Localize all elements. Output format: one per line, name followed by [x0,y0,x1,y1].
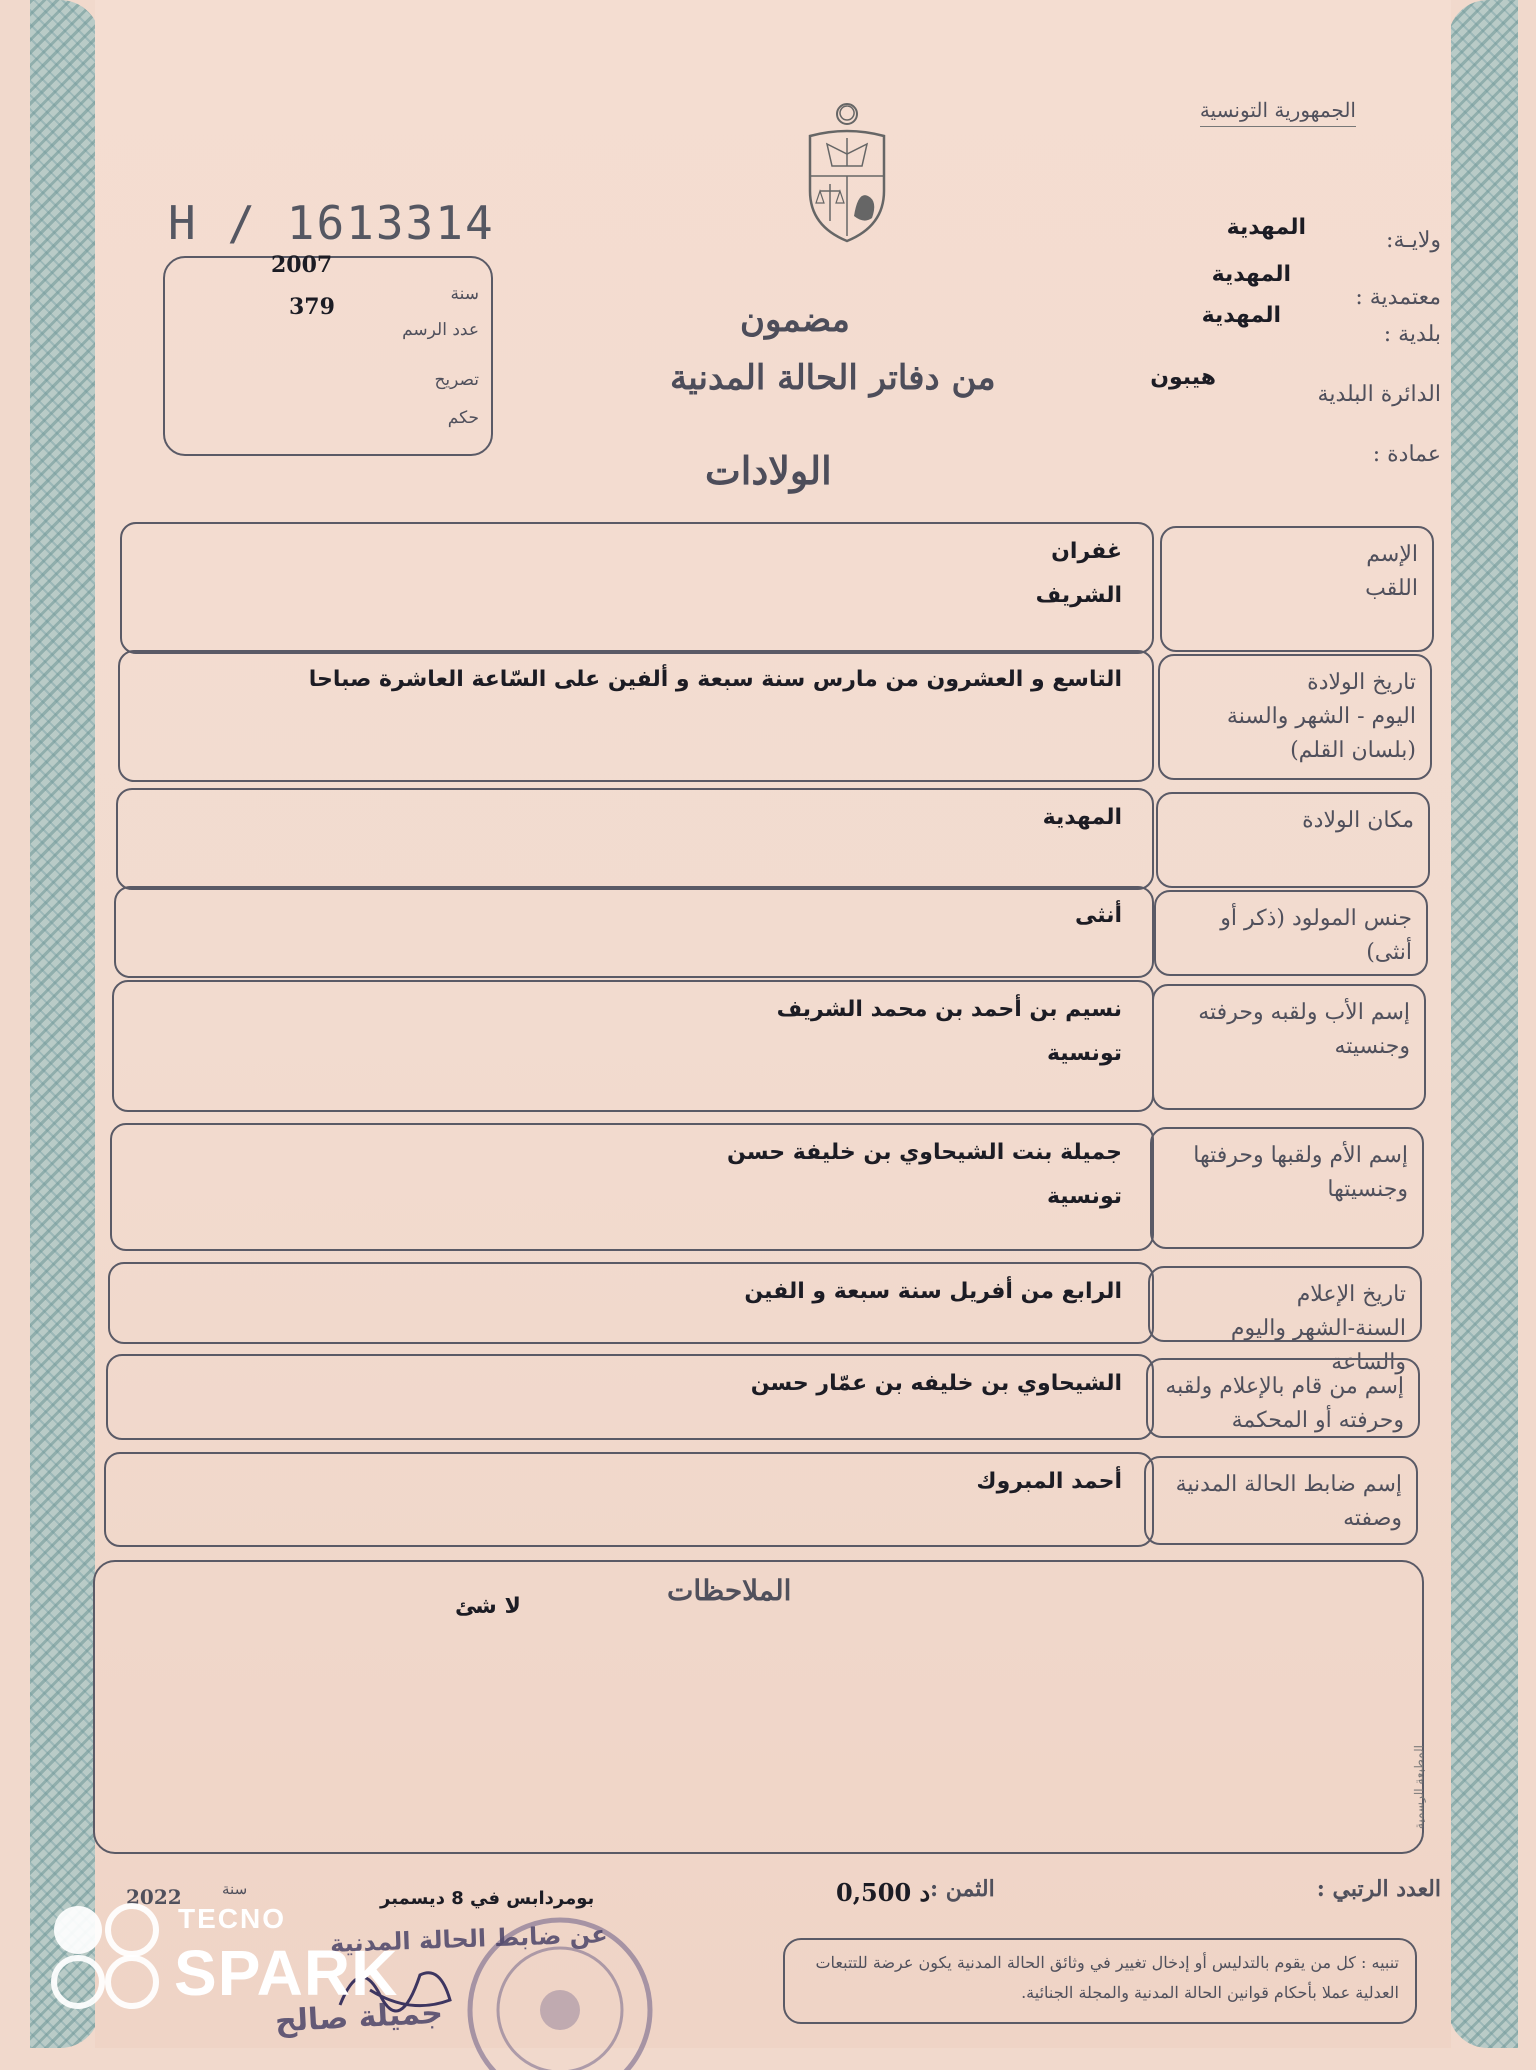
row-value-box [104,1452,1154,1547]
judgment-label: حكم [447,408,479,428]
row-label-box [1152,984,1426,1110]
governorate-value: المهدية [1226,215,1306,240]
order-number-label: العدد الرتبي : [1316,1876,1441,1902]
republic-heading: الجمهورية التونسية [1200,98,1356,127]
district-value: هيبون [1150,365,1216,390]
record-number-value: 379 [289,294,335,320]
row-value-text: نسيم بن أحمد بن محمد الشريف تونسية [776,997,1122,1066]
tecno-logo-icon [50,1900,162,2012]
row-label-box [1148,1266,1422,1375]
tunisia-coat-of-arms-icon [792,96,902,246]
footer-year-value: 2022 [126,1885,182,1909]
row-value-box [120,522,1154,654]
row-value-text: أحمد المبروك [976,1469,1122,1494]
row-label-text: إسم ضابط الحالة المدنية وصفته [1175,1472,1402,1531]
row-value-box [110,1123,1154,1251]
district-label: الدائرة البلدية [1317,382,1441,407]
record-box [163,252,493,456]
row-value-box [112,980,1154,1112]
row-value-text: التاسع و العشرون من مارس سنة سبعة و ألفين على السّاعة العاشرة صباحا [308,667,1122,692]
row-label-text: تاريخ الولادة اليوم - الشهر والسنة (بلسان القلم) [1226,670,1416,763]
row-value-text: جميلة بنت الشيحاوي بن خليفة حسن تونسية [727,1140,1122,1209]
omda-label: عمادة : [1372,442,1441,467]
row-label-box [1144,1456,1418,1545]
row-value-text: الرابع من أفريل سنة سبعة و الفين [744,1279,1122,1304]
row-label-text: مكان الولادة [1302,808,1414,833]
row-value-box [106,1354,1154,1440]
row-label-box [1146,1358,1420,1438]
row-label-text: إسم من قام بالإعلام ولقبه وحرفته أو المحكمة [1165,1374,1404,1433]
delegation-label: معتمدية : [1355,285,1441,310]
serial-number: H / 1613314 [168,196,495,250]
row-label-text: الإسم اللقب [1365,542,1418,601]
place-date: بومردابس في 8 ديسمبر [380,1888,595,1909]
row-value-text: الشيحاوي بن خليفه بن عمّار حسن [750,1371,1122,1396]
declaration-label: تصريح [434,370,479,390]
document-title: مضمون [740,300,850,340]
row-label-box [1160,526,1434,652]
row-value-box [114,886,1154,978]
watermark-brand-top: TECNO [178,1903,286,1934]
price-value: 0,500 د [836,1878,931,1907]
row-label-text: إسم الأب ولقبه وحرفته وجنسيته [1198,1000,1410,1059]
guilloche-border-left [30,0,100,2048]
row-label-box [1156,792,1430,888]
section-title: الولادات [705,448,832,493]
record-year-label: سنة [450,284,479,304]
municipality-value: المهدية [1201,303,1281,328]
stamp-officer-line: عن ضابط الحالة المدنية [329,1920,609,1958]
row-label-box [1150,1127,1424,1249]
record-year-value: 2007 [271,252,333,278]
governorate-label: ولايـة: [1386,228,1441,253]
row-value-box [118,650,1154,782]
record-number-label: عدد الرسم [402,320,479,340]
row-value-text: المهدية [1042,805,1122,830]
document-subtitle: من دفاتر الحالة المدنية [670,358,996,398]
row-value-box [108,1262,1154,1344]
watermark-brand-bottom: SPARK [174,1937,399,2009]
row-label-text: تاريخ الإعلام السنة-الشهر واليوم والساعة [1230,1282,1406,1375]
footer-year-label: سنة [222,1880,248,1898]
row-label-text: إسم الأم ولقبها وحرفتها وجنسيتها [1193,1143,1408,1202]
row-value-text: غفران الشريف [1035,539,1122,608]
stamp-signature-name: جميلة صالح [274,1995,444,2040]
warning-text: تنبيه : كل من يقوم بالتدليس أو إدخال تغيير في وثائق الحالة المدنية يكون عرضة للتتبعات العدلية عملا بأحكام قوانين الحالة المدنية والمجلة الجنائية. [815,1953,1399,2002]
notes-value: لا شئ [455,1594,521,1619]
municipality-label: بلدية : [1383,322,1441,347]
notes-box [93,1560,1424,1854]
delegation-value: المهدية [1211,262,1291,287]
row-label-text: جنس المولود (ذكر أو أنثى) [1220,906,1412,965]
row-value-box [116,788,1154,890]
price-label: الثمن : [930,1876,995,1902]
notes-title: الملاحظات [667,1574,792,1607]
printer-mark: المطبعة الرسمية [1412,1745,1426,1830]
row-label-box [1154,890,1428,976]
row-value-text: أنثى [1074,903,1122,928]
guilloche-border-right [1448,0,1518,2048]
warning-box [783,1938,1417,2024]
row-label-box [1158,654,1432,780]
